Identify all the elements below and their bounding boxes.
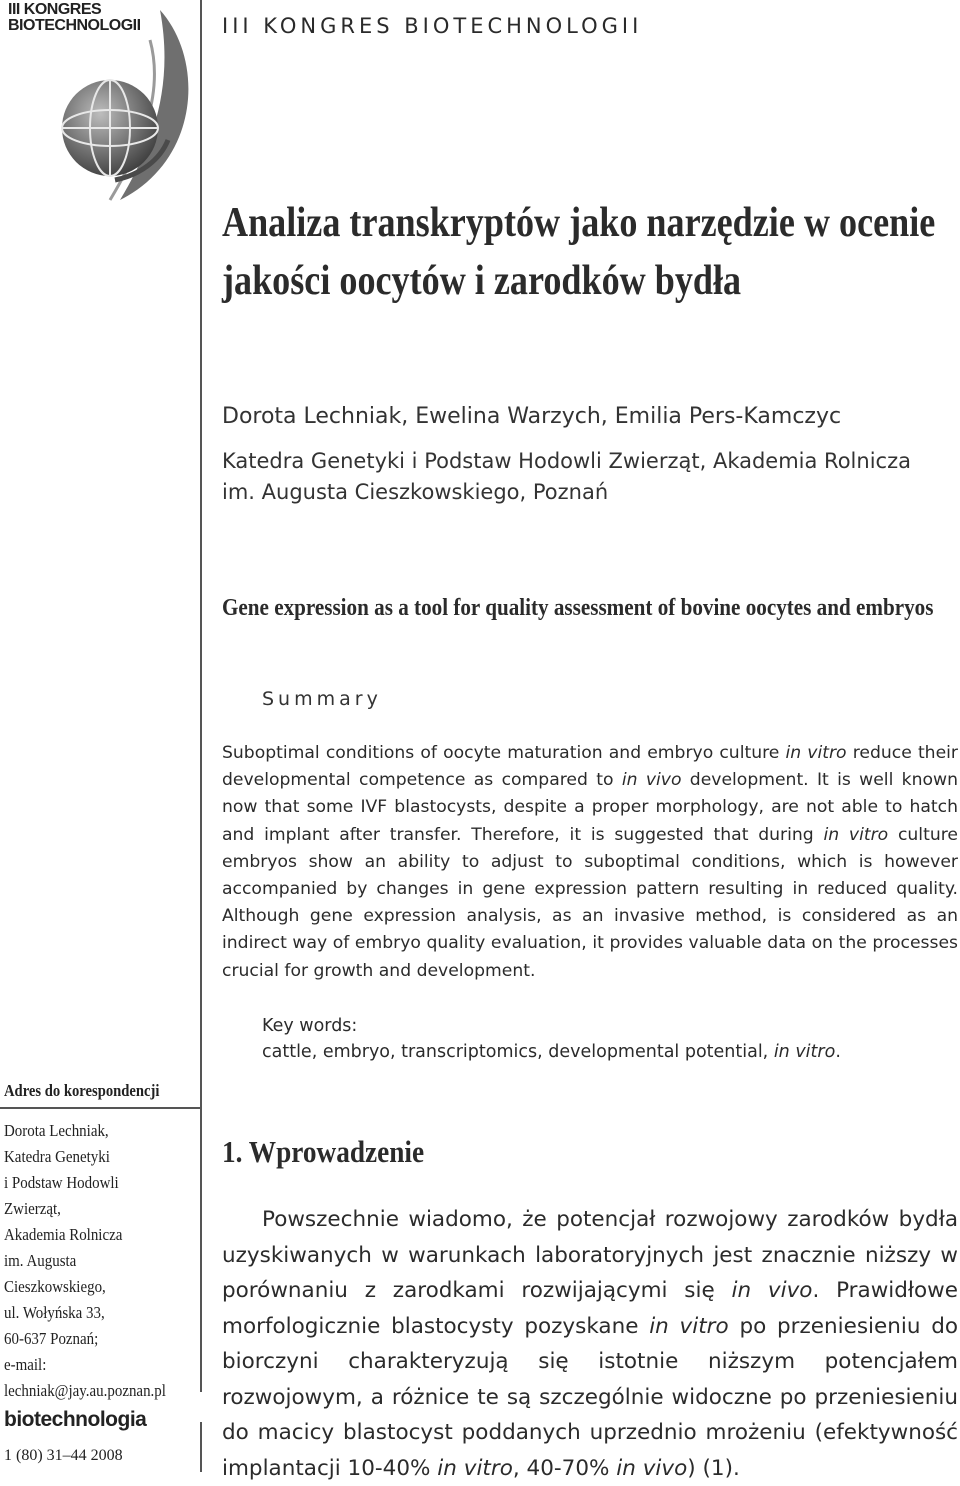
address-line: e-mail: xyxy=(4,1355,47,1374)
english-title: Gene expression as a tool for quality assessment of bovine oocytes and embryos xyxy=(222,595,934,621)
address-line: i Podstaw Hodowli xyxy=(4,1173,119,1192)
conference-header: III KONGRES BIOTECHNOLOGII xyxy=(222,14,643,38)
correspondence-address xyxy=(4,1118,206,1404)
keywords-list: cattle, embryo, transcriptomics, developmental potential, in vitro. xyxy=(262,1042,841,1062)
address-line: 60-637 Poznań; xyxy=(4,1329,99,1348)
address-line: Dorota Lechniak, xyxy=(4,1121,109,1140)
summary-heading: Summary xyxy=(262,688,382,710)
address-line: im. Augusta xyxy=(4,1251,77,1270)
affiliation: Katedra Genetyki i Podstaw Hodowli Zwierząt, Akademia Rolnicza im. Augusta Cieszkowskiego, Poznań xyxy=(222,449,911,504)
introduction-text: Powszechnie wiadomo, że potencjał rozwojowy zarodków bydła uzyskiwanych w warunkach laboratoryjnych jest znacznie niższy w porównaniu z zarodkami rozwijającymi się in vivo. Prawidłowe morfologicznie blastocysty pozyskane in vitro po przeniesieniu do biorczyni charakteryzują się istotnie niższym potencjałem rozwojowym, a różnice te są szczególnie widoczne po przeniesieniu do macicy blastocyst poddanych uprzednio mrożeniu (efektywność implantacji 10-40% in vitro, 40-70% in vivo) (1). xyxy=(222,1207,959,1481)
address-line: ul. Wołyńska 33, xyxy=(4,1303,105,1322)
journal-issue: 1 (80) 31–44 2008 xyxy=(4,1447,123,1464)
email-address: lechniak@jay.au.poznan.pl xyxy=(4,1381,166,1400)
authors: Dorota Lechniak, Ewelina Warzych, Emilia Pers-Kamczyc xyxy=(222,404,842,429)
logo-text xyxy=(8,2,141,34)
address-line: Zwierząt, xyxy=(4,1199,61,1218)
address-line: Cieszkowskiego, xyxy=(4,1277,106,1296)
correspondence-rule xyxy=(0,1107,200,1109)
address-line: Katedra Genetyki xyxy=(4,1147,110,1166)
summary-text: Suboptimal conditions of oocyte maturation and embryo culture in vitro reduce their developmental competence as compared to in vivo development. It is well known now that some IVF blastocysts, despite a proper morphology, are not able to hatch and implant after transfer. Therefore, it is suggested that during in vitro culture embryos show an ability to adjust to suboptimal conditions, which is however accompanied by changes in gene expression pattern resulting in reduced quality. Although gene expression analysis, as an invasive method, is considered as an indirect way of embryo quality evaluation, it provides valuable data on the processes crucial for growth and development. xyxy=(222,743,958,981)
section-heading-introduction: 1. Wprowadzenie xyxy=(222,1134,425,1169)
correspondence-heading: Adres do korespondencji xyxy=(4,1081,160,1100)
address-line: Akademia Rolnicza xyxy=(4,1225,123,1244)
keywords-label: Key words: xyxy=(262,1016,358,1036)
logo-line-2: BIOTECHNOLOGII xyxy=(8,17,141,34)
article-title: Analiza transkryptów jako narzędzie w ocenie jakości oocytów i zarodków bydła xyxy=(222,200,936,304)
journal-name: biotechnologia xyxy=(4,1408,147,1431)
logo-line-1: III KONGRES xyxy=(8,1,102,18)
